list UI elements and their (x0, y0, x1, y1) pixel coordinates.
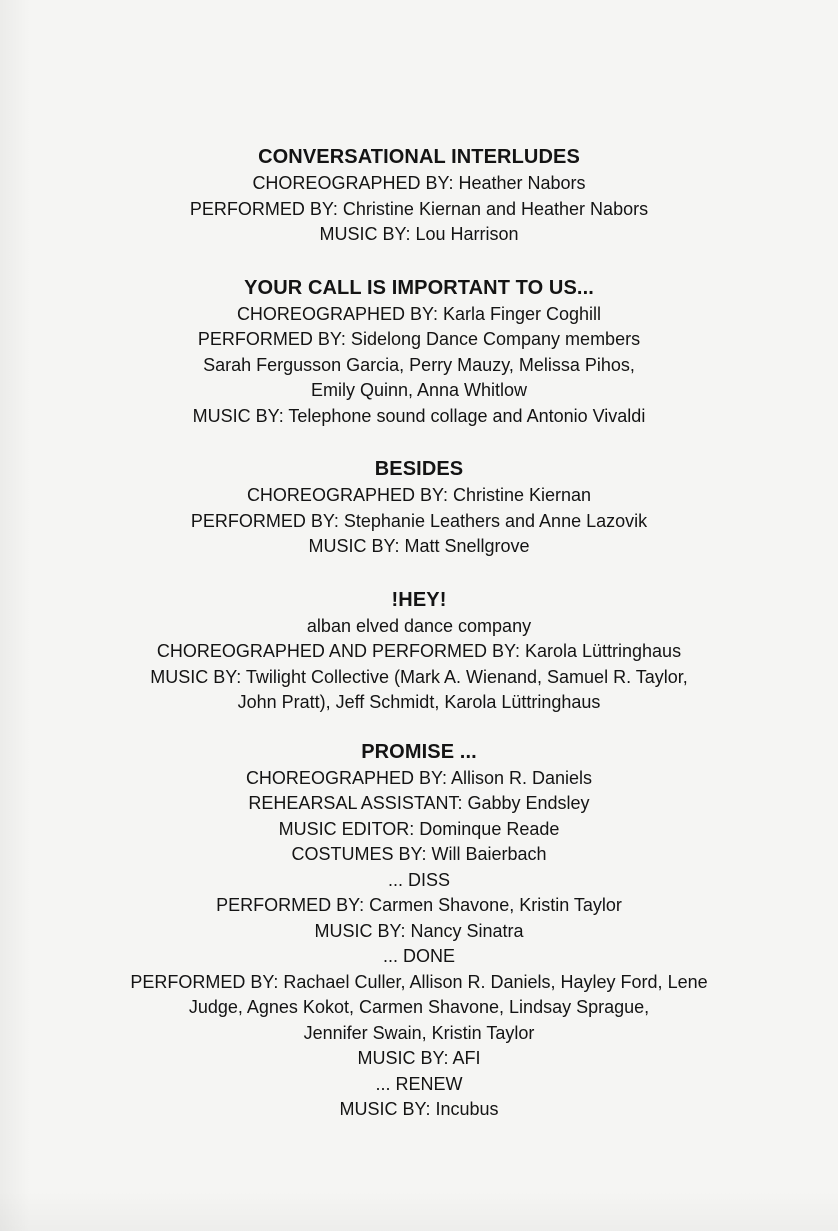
subsection-diss: ... DISS (387, 869, 450, 890)
performer-names-line: Judge, Agnes Kokot, Carmen Shavone, Lindsay Sprague, (188, 997, 650, 1017)
choreographer-line: CHOREOGRAPHED BY: Heather Nabors (252, 173, 586, 193)
section-promise (0, 738, 838, 1123)
program-content (0, 143, 838, 1123)
performer-line: PERFORMED BY: Rachael Culler, Allison R. Daniels, Hayley Ford, Lene (130, 971, 708, 992)
performer-line: PERFORMED BY: Stephanie Leathers and Anne Lazovik (190, 510, 648, 531)
section-hey (0, 586, 838, 716)
music-line-continued: John Pratt), Jeff Schmidt, Karola Lüttringhaus (237, 692, 601, 712)
company-line: alban elved dance company (306, 615, 532, 636)
section-title: PROMISE ... (361, 740, 477, 763)
music-line: MUSIC BY: Telephone sound collage and Antonio Vivaldi (192, 405, 646, 426)
performer-line: PERFORMED BY: Carmen Shavone, Kristin Taylor (216, 895, 622, 915)
performer-names-line: Emily Quinn, Anna Whitlow (310, 380, 528, 400)
section-title: CONVERSATIONAL INTERLUDES (258, 146, 580, 168)
choreographer-line: CHOREOGRAPHED BY: Christine Kiernan (246, 485, 592, 505)
section-your-call-is-important (0, 274, 838, 430)
performer-line: PERFORMED BY: Sidelong Dance Company members (197, 329, 641, 349)
music-line: MUSIC BY: Twilight Collective (Mark A. Wienand, Samuel R. Taylor, (150, 666, 688, 687)
music-line: MUSIC BY: Matt Snellgrove (308, 536, 530, 556)
section-conversational-interludes (0, 143, 838, 248)
music-line: MUSIC BY: Incubus (339, 1099, 499, 1119)
section-title: YOUR CALL IS IMPORTANT TO US... (244, 276, 594, 299)
subsection-done: ... DONE (382, 946, 455, 966)
section-title: !HEY! (391, 588, 447, 611)
costumes-line: COSTUMES BY: Will Baierbach (291, 844, 547, 864)
performer-names-line: Sarah Fergusson Garcia, Perry Mauzy, Melissa Pihos, (203, 354, 635, 375)
music-line: MUSIC BY: Lou Harrison (319, 224, 519, 244)
music-line: MUSIC BY: AFI (357, 1048, 481, 1068)
choreographer-line: CHOREOGRAPHED BY: Karla Finger Coghill (236, 303, 602, 324)
choreographer-line: CHOREOGRAPHED AND PERFORMED BY: Karola Lüttringhaus (156, 641, 682, 661)
choreographer-line: CHOREOGRAPHED BY: Allison R. Daniels (245, 767, 593, 788)
subsection-renew: ... RENEW (375, 1073, 463, 1094)
music-editor-line: MUSIC EDITOR: Dominque Reade (278, 818, 560, 839)
music-line: MUSIC BY: Nancy Sinatra (314, 920, 524, 941)
rehearsal-assistant-line: REHEARSAL ASSISTANT: Gabby Endsley (248, 793, 590, 813)
section-title: BESIDES (374, 458, 464, 480)
performer-names-line: Jennifer Swain, Kristin Taylor (303, 1022, 535, 1043)
performer-line: PERFORMED BY: Christine Kiernan and Heather Nabors (189, 198, 649, 219)
section-besides (0, 455, 838, 560)
